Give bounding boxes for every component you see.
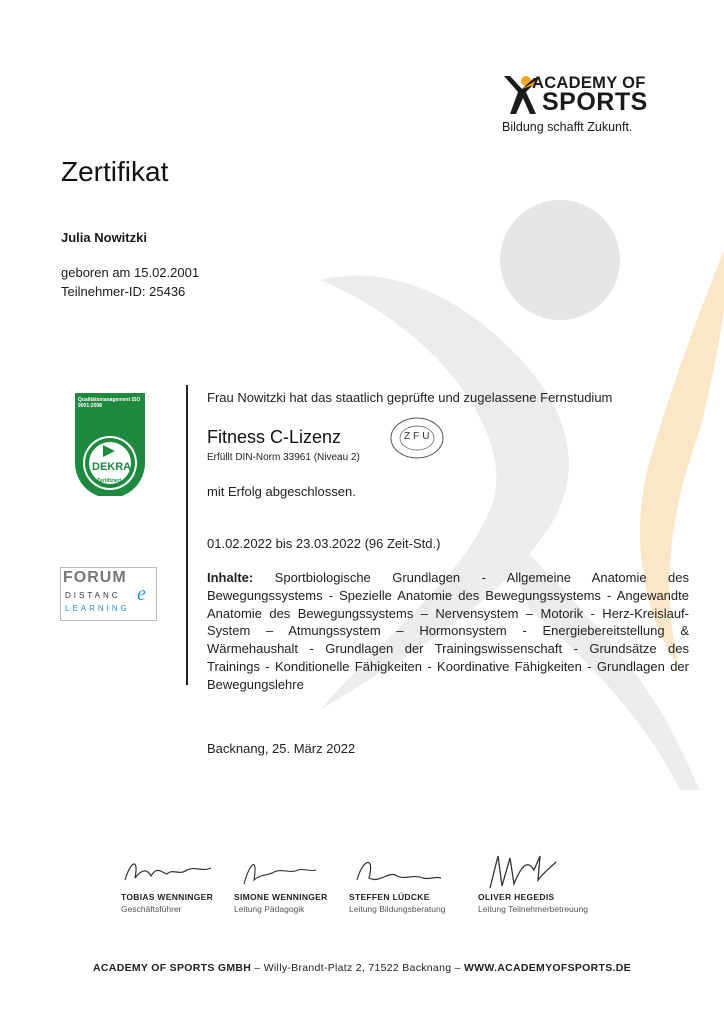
academy-logo (498, 70, 648, 140)
course-norm: Erfüllt DIN-Norm 33961 (Niveau 2) (207, 452, 360, 463)
vertical-divider (186, 385, 188, 685)
dekra-name: DEKRA (92, 461, 132, 473)
forum-distance-learning-logo (60, 567, 157, 621)
intro-text: Frau Nowitzki hat das staatlich geprüfte und zugelassene Fernstudium (207, 390, 613, 405)
logo-line2: SPORTS (542, 88, 648, 116)
forum-line1: FORUM (63, 569, 127, 586)
page-title: Zertifikat (61, 156, 169, 187)
signature-role: Leitung Teilnehmerbetreuung (478, 904, 588, 914)
logo-tagline: Bildung schafft Zukunft. (502, 120, 633, 134)
signature-name: STEFFEN LÜDCKE (349, 892, 430, 902)
signature-block (478, 850, 598, 914)
forum-line3: LEARNING (65, 604, 130, 613)
dekra-bottom-text: Zertifiziert (97, 478, 122, 484)
handwritten-signature-graphic (349, 850, 449, 892)
signature-role: Leitung Bildungsberatung (349, 904, 446, 914)
forum-line2: DISTANC (65, 591, 121, 600)
signature-block (234, 850, 354, 914)
handwritten-signature-graphic (121, 850, 221, 892)
forum-e: e (137, 583, 146, 605)
signature-role: Geschäftsführer (121, 904, 182, 914)
completed-text: mit Erfolg abgeschlossen. (207, 484, 356, 499)
footer-website[interactable]: WWW.ACADEMYOFSPORTS.DE (463, 962, 631, 974)
place-date: Backnang, 25. März 2022 (207, 741, 356, 756)
handwritten-signature-graphic (478, 850, 578, 892)
signature-role: Leitung Pädagogik (234, 904, 305, 914)
handwritten-signature-graphic (234, 850, 334, 892)
participant-id: Teilnehmer-ID: 25436 (61, 284, 186, 299)
footer-address: – Willy-Brandt-Platz 2, 71522 Backnang – (251, 962, 464, 974)
signature-block (349, 850, 469, 914)
signature-name: OLIVER HEGEDIS (478, 892, 555, 902)
footer (0, 962, 724, 974)
participant-birth: geboren am 15.02.2001 (61, 265, 200, 280)
logo-line1: ACADEMY OF (532, 74, 646, 92)
dekra-top-text: Qualitätsmanagement ISO 9001:2008 (78, 397, 141, 409)
contents-text: Sportbiologische Grundlagen - Allgemeine Anatomie des Bewegungssystems - Spezielle Anatomie des Bewegungssystems - Angewandte Anatomie des Bewegungssystems – Nervensystem – Motorik - Herz-Kreislauf-System – Atmungssystem – Hormonsystem - Energiebereitstellung & Wärmehaushalt - Grundlagen der Trainingswissenschaft - Grundsätze des Trainings - Konditionelle Fähigkeiten - Koordinative Fähigkeiten - Grundlagen der Bewegungslehre (207, 570, 689, 692)
zfu-text: ZFU (404, 431, 433, 442)
contents-label: Inhalte: (207, 570, 254, 585)
course-title: Fitness C-Lizenz (207, 427, 342, 447)
signature-name: TOBIAS WENNINGER (121, 892, 214, 902)
course-contents (207, 569, 689, 694)
zfu-seal (390, 417, 444, 459)
footer-company: ACADEMY OF SPORTS GMBH (93, 962, 252, 974)
signature-block (121, 850, 241, 914)
signature-name: SIMONE WENNINGER (234, 892, 328, 902)
course-dates: 01.02.2022 bis 23.03.2022 (96 Zeit-Std.) (207, 536, 441, 551)
dekra-badge (75, 393, 145, 496)
participant-name: Julia Nowitzki (61, 230, 147, 245)
